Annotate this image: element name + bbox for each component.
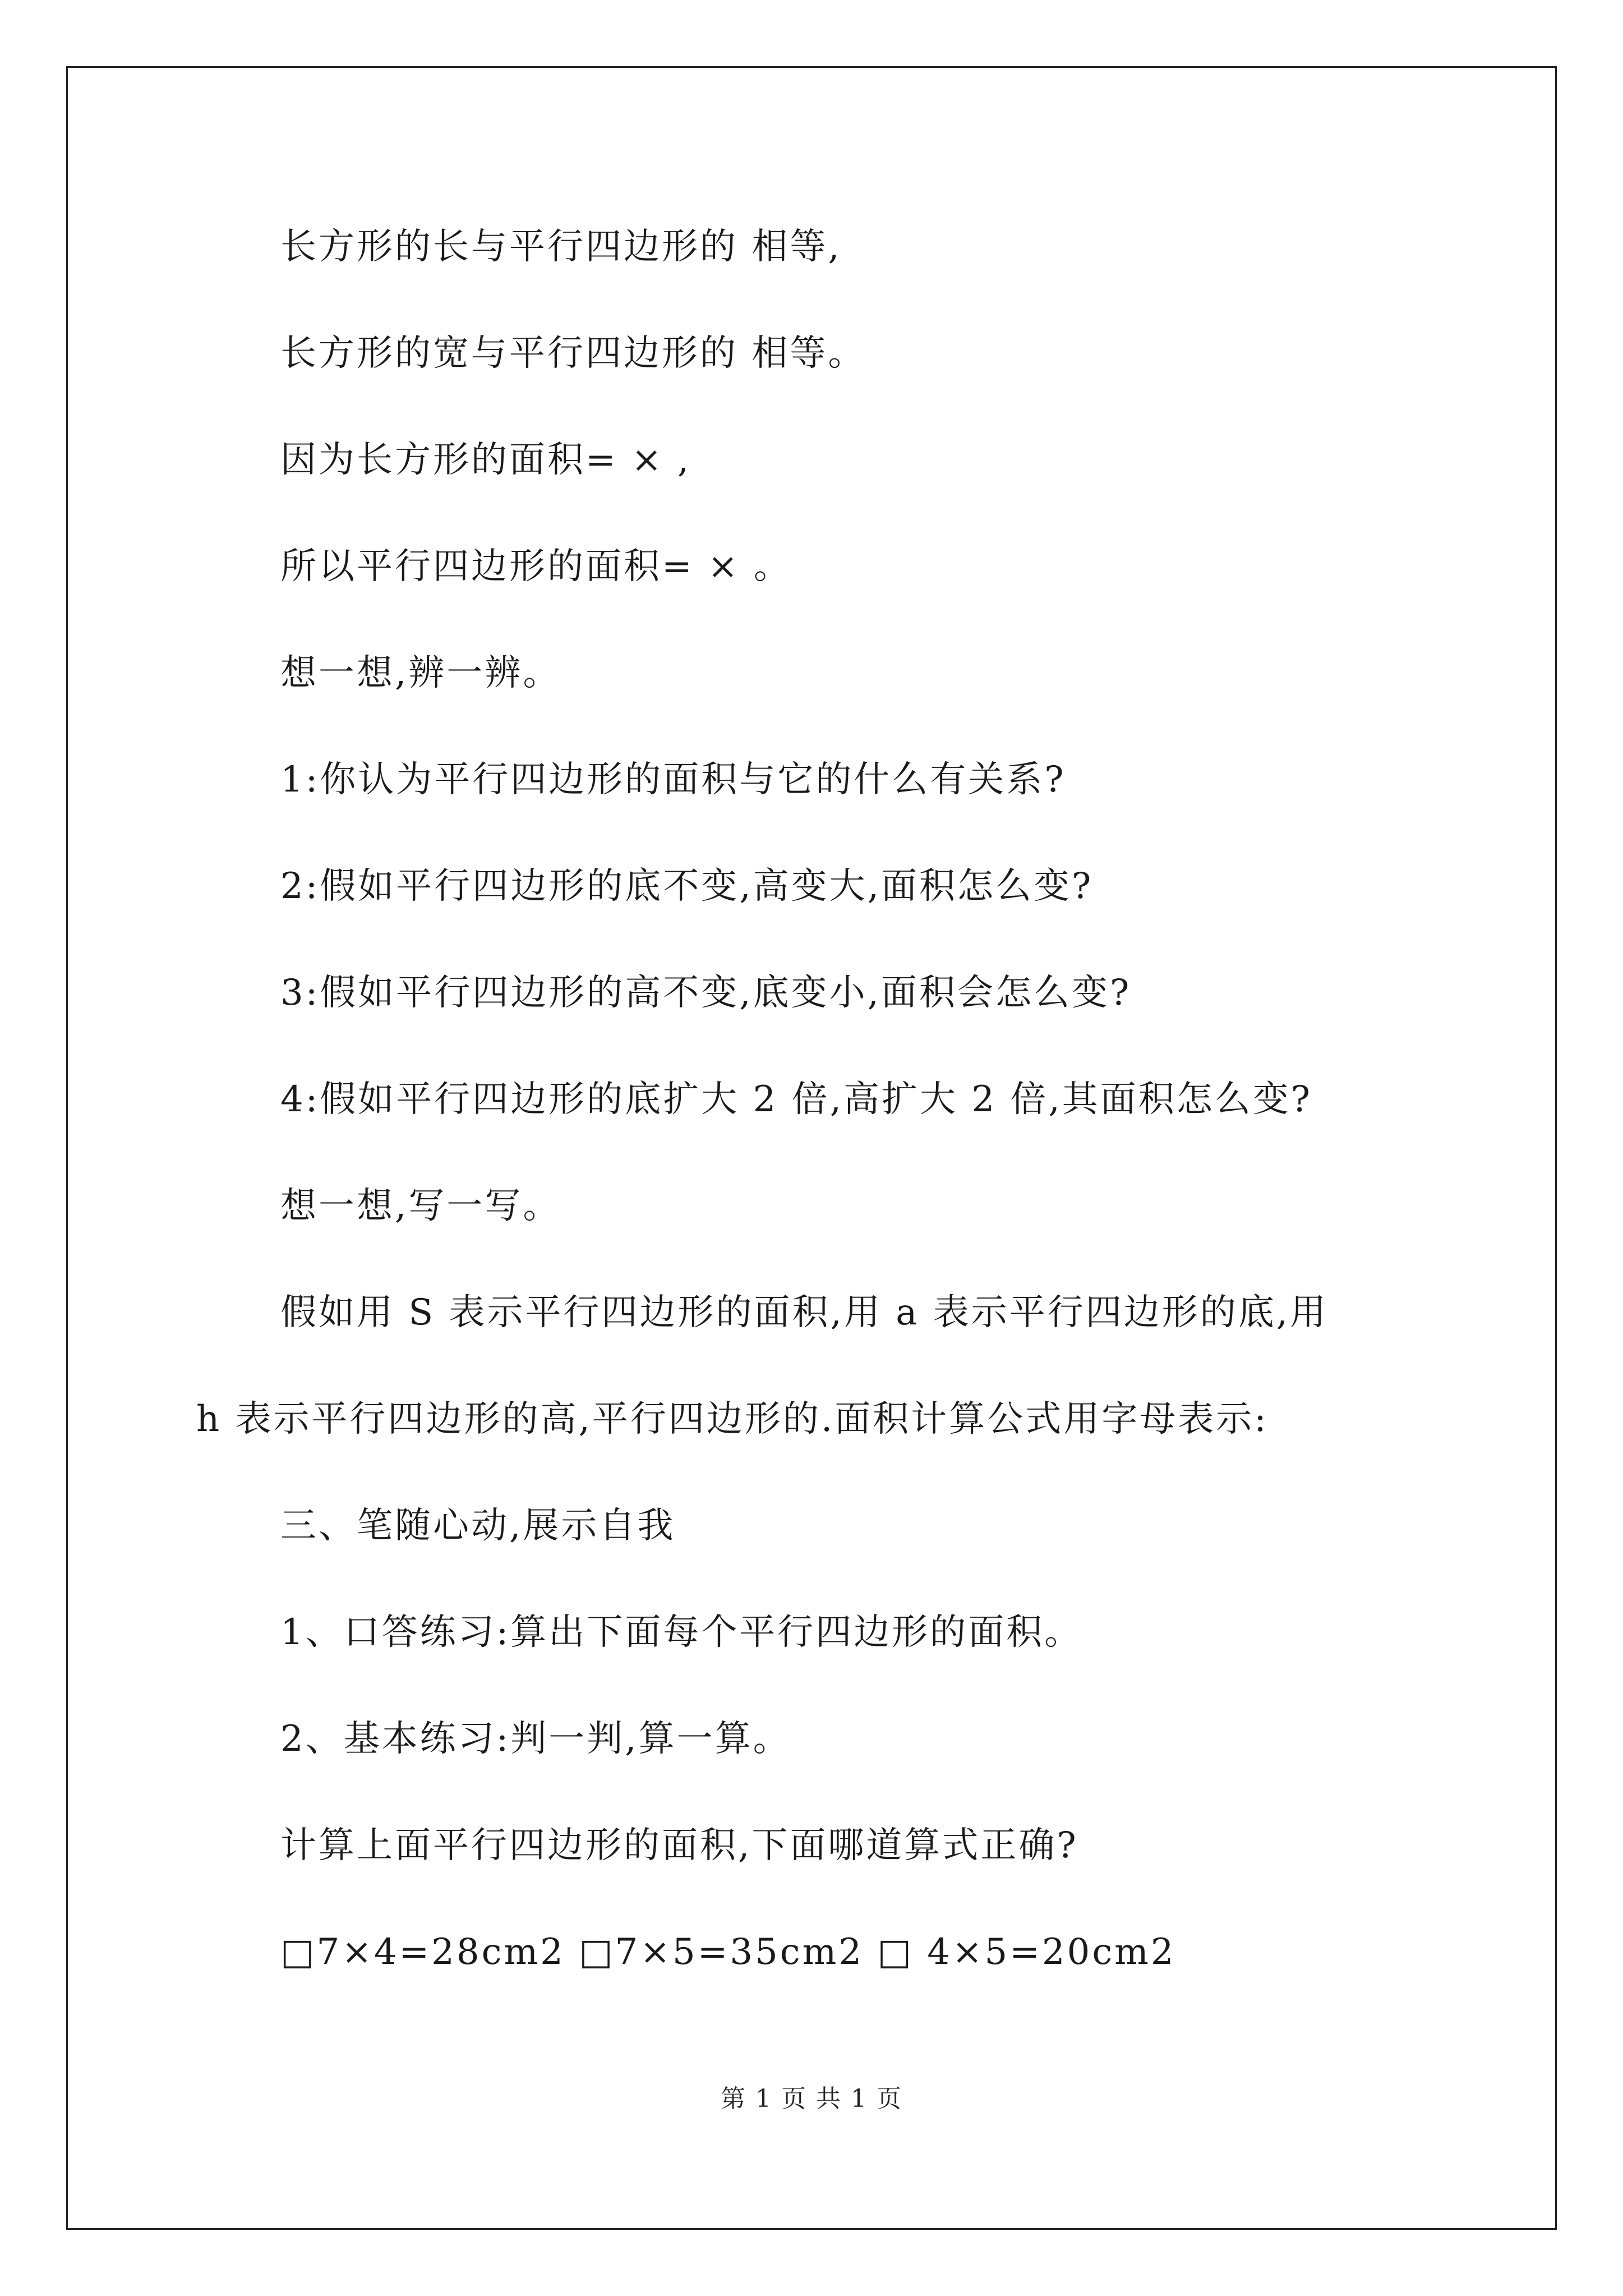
answer-choices: □7×4=28cm2 □7×5=35cm2 □ 4×5=20cm2	[280, 1931, 1176, 1973]
page-number-footer: 第 1 页 共 1 页	[721, 2085, 902, 2113]
text-line-2: 长方形的宽与平行四边形的 相等。	[280, 333, 866, 374]
text-line-3: 因为长方形的面积= × ,	[280, 439, 691, 481]
exercise-2: 2、基本练习:判一判,算一算。	[280, 1718, 791, 1760]
text-line-1: 长方形的长与平行四边形的 相等,	[280, 226, 842, 268]
question-3: 3:假如平行四边形的高不变,底变小,面积会怎么变?	[280, 972, 1132, 1014]
text-line-11: 假如用 S 表示平行四边形的面积,用 a 表示平行四边形的底,用	[280, 1292, 1329, 1333]
text-line-16: 计算上面平行四边形的面积,下面哪道算式正确?	[280, 1825, 1078, 1866]
text-line-5: 想一想,辨一辨。	[280, 652, 561, 694]
question-4: 4:假如平行四边形的底扩大 2 倍,高扩大 2 倍,其面积怎么变?	[280, 1079, 1313, 1120]
exercise-1: 1、口答练习:算出下面每个平行四边形的面积。	[280, 1612, 1083, 1653]
text-line-4: 所以平行四边形的面积= × 。	[280, 546, 792, 587]
text-line-12: h 表示平行四边形的高,平行四边形的.面积计算公式用字母表示:	[196, 1398, 1269, 1440]
question-1: 1:你认为平行四边形的面积与它的什么有关系?	[280, 759, 1066, 800]
page-border	[66, 66, 1557, 2230]
question-2: 2:假如平行四边形的底不变,高变大,面积怎么变?	[280, 866, 1094, 907]
section-heading: 三、笔随心动,展示自我	[280, 1505, 676, 1547]
text-line-10: 想一想,写一写。	[280, 1185, 561, 1227]
